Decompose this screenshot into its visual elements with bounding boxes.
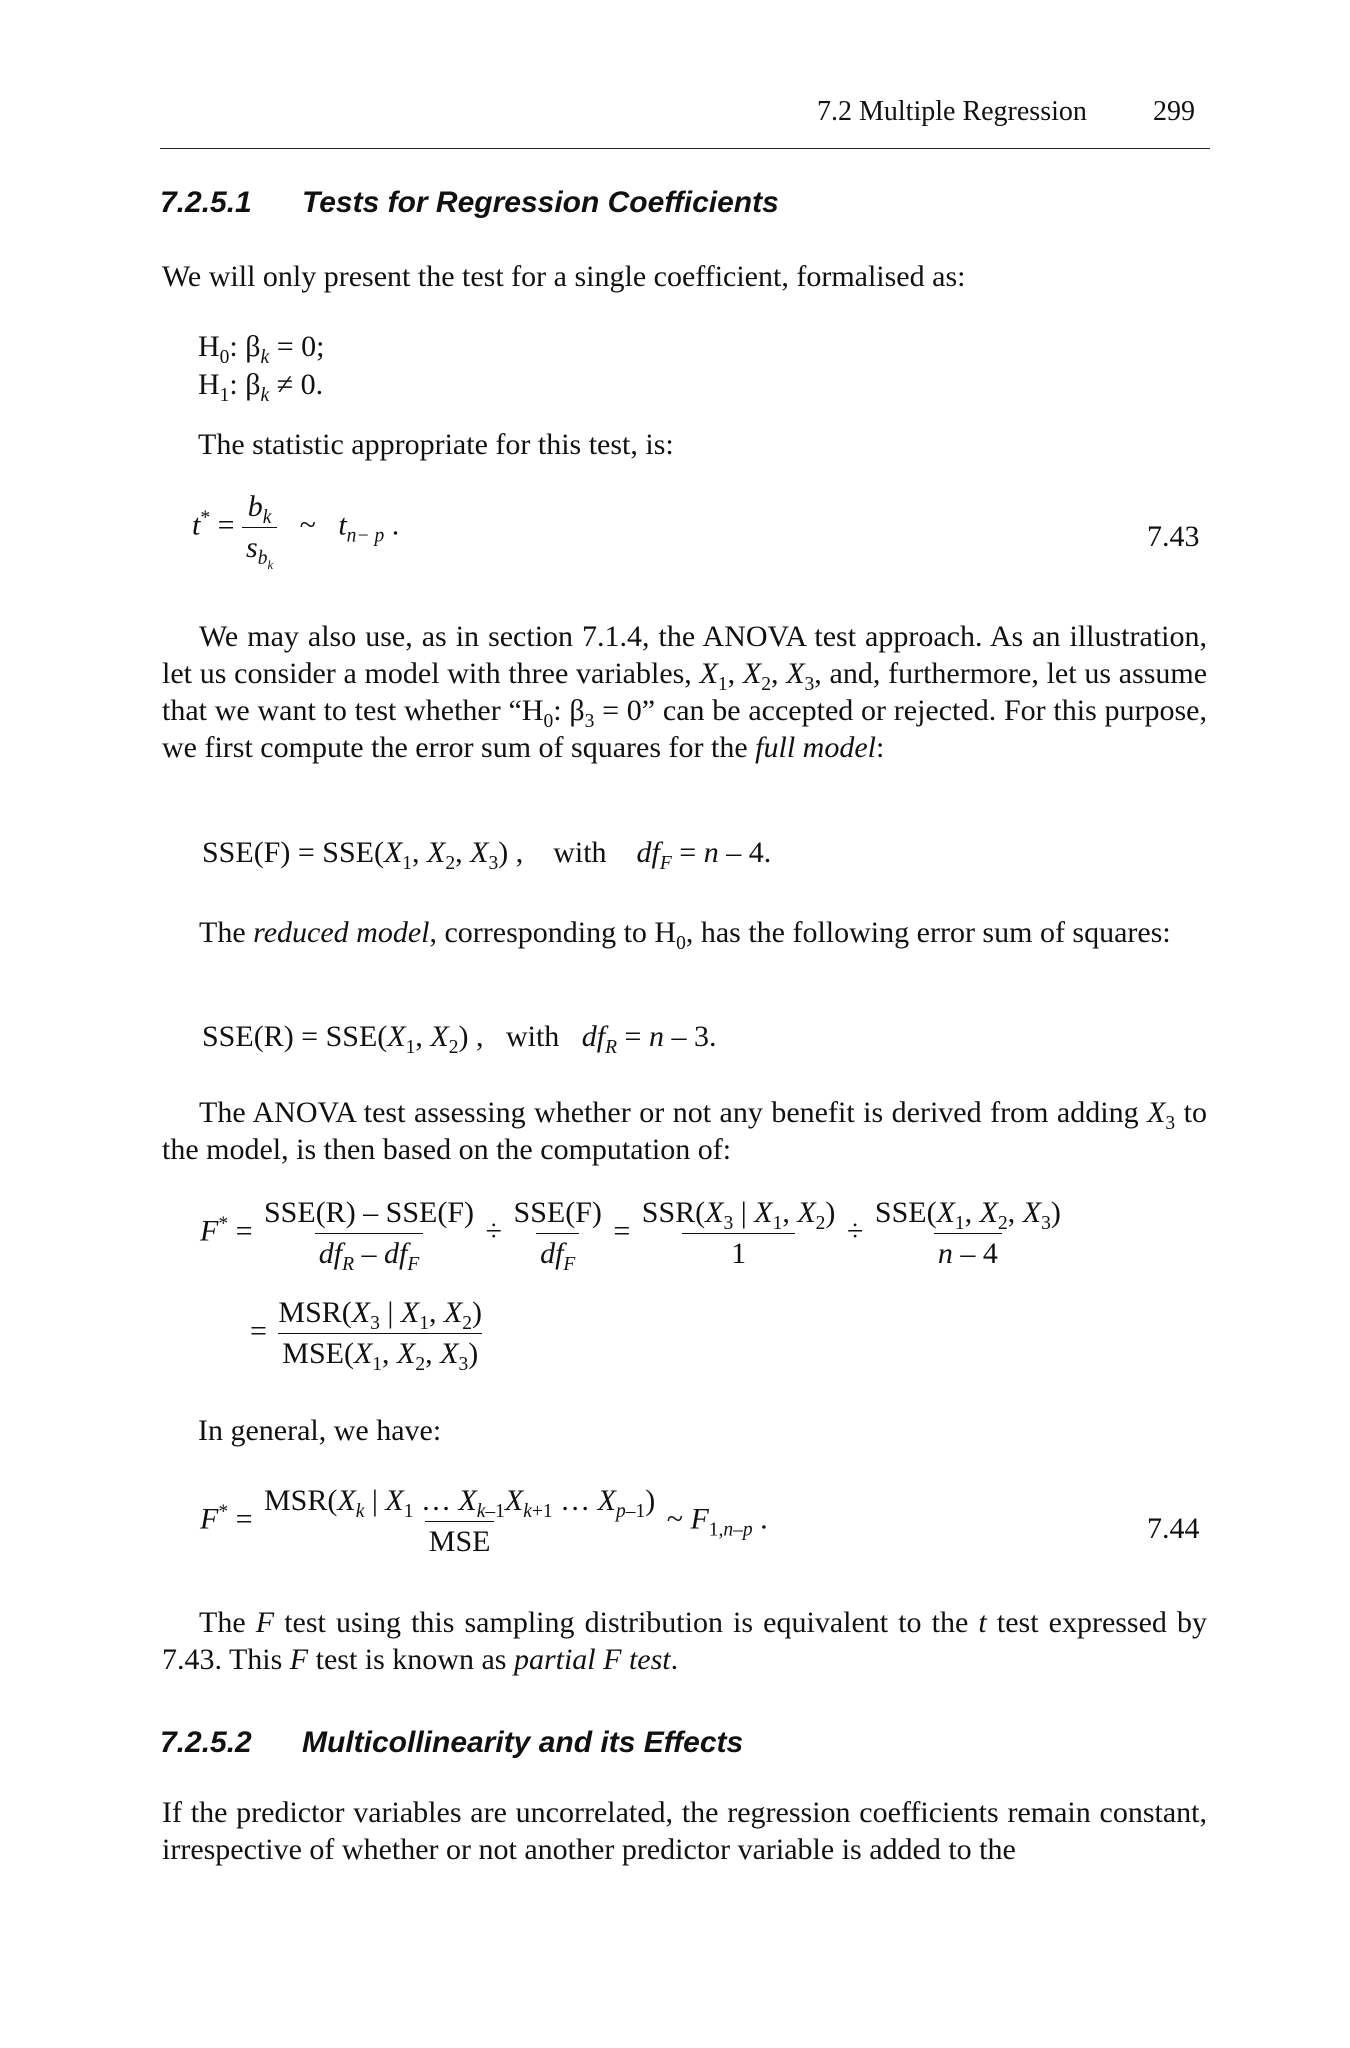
section-number: 7.2.5.1 <box>160 186 252 219</box>
statistic-paragraph: The statistic appropriate for this test, is: <box>198 428 674 461</box>
equation-number-7-43: 7.43 <box>1147 520 1200 553</box>
section-number: 7.2.5.2 <box>160 1726 252 1759</box>
anova-benefit-paragraph: The ANOVA test assessing whether or not any benefit is derived from adding $X_3$ to the model, is then based on the computation of: <box>162 1096 1207 1166</box>
equation-7-43: t* = $\frac{b_k}{s_{b_k}}$ ~ $t_{n- p}$ . <box>192 490 400 572</box>
alternative-hypothesis: $H_1$: $\beta_k \ne 0$. <box>198 368 324 406</box>
equation-sse-reduced: $SSE(R) = SSE(X_1$, $X_2$) , with $df_R = n - 3$. <box>202 1020 717 1058</box>
equivalence-paragraph: The F test using this sampling distribution is equivalent to the t test expressed by 7.43. This F test is known as partial F test. <box>162 1606 1208 1676</box>
equation-number-7-44: 7.44 <box>1147 1512 1200 1545</box>
anova-paragraph: We may also use, as in section 7.1.4, the ANOVA test approach. As an illustration, let us consider a model with three variables, $X_1$, $X_2$, $X_3$, and, furthermore, let us assume that we want to test whether “$H_0$: $\beta_3 = 0$” can be accepted or rejected. For this purpose, we first compute the error sum of squares for the full model: <box>162 620 1208 764</box>
multicollinearity-paragraph: If the predictor variables are uncorrelated, the regression coefficients remain constant, irrespective of whether or not another predictor variable is added to the <box>162 1796 1207 1866</box>
header-rule <box>160 148 1210 149</box>
general-paragraph: In general, we have: <box>198 1414 442 1447</box>
section-title: Multicollinearity and its Effects <box>302 1726 744 1759</box>
equation-7-44: F* = $\frac{MSR(X_k | X_1 \dots X_{k-1}X_{k+1} \dots X_{p-1})}{\text{MSE}}$ ~ $F_{1,n-p}$ . <box>200 1484 768 1558</box>
equation-f-star-anova: F* = $\frac{\text{SSE(R) – SSE(F)}}{df_R - df_F}$ ÷ $\frac{\text{SSE(F)}}{df_F}$ = $\frac{SSR(X_3 | X_1, X_2)}{1}$ ÷ $\frac{SSE(X_1, X_2, X_3)}{n - 4}$ <box>200 1196 1061 1275</box>
running-title: 7.2 Multiple Regression <box>817 96 1087 127</box>
page-number: 299 <box>1153 96 1195 127</box>
reduced-model-paragraph: The reduced model, corresponding to $H_0$, has the following error sum of squares: <box>199 916 1171 954</box>
section-title: Tests for Regression Coefficients <box>302 186 779 219</box>
intro-paragraph: We will only present the test for a single coefficient, formalised as: <box>162 260 966 293</box>
null-hypothesis: $H_0$: $\beta_k = 0$; <box>198 330 325 368</box>
equation-f-star-msr: = $\frac{MSR(X_3 | X_1, X_2)}{MSE(X_1, X_2, X_3)}$ <box>250 1296 483 1375</box>
equation-sse-full: $SSE(F) = SSE(X_1$, $X_2$, $X_3$) , with $df_F = n - 4$. <box>202 836 772 874</box>
